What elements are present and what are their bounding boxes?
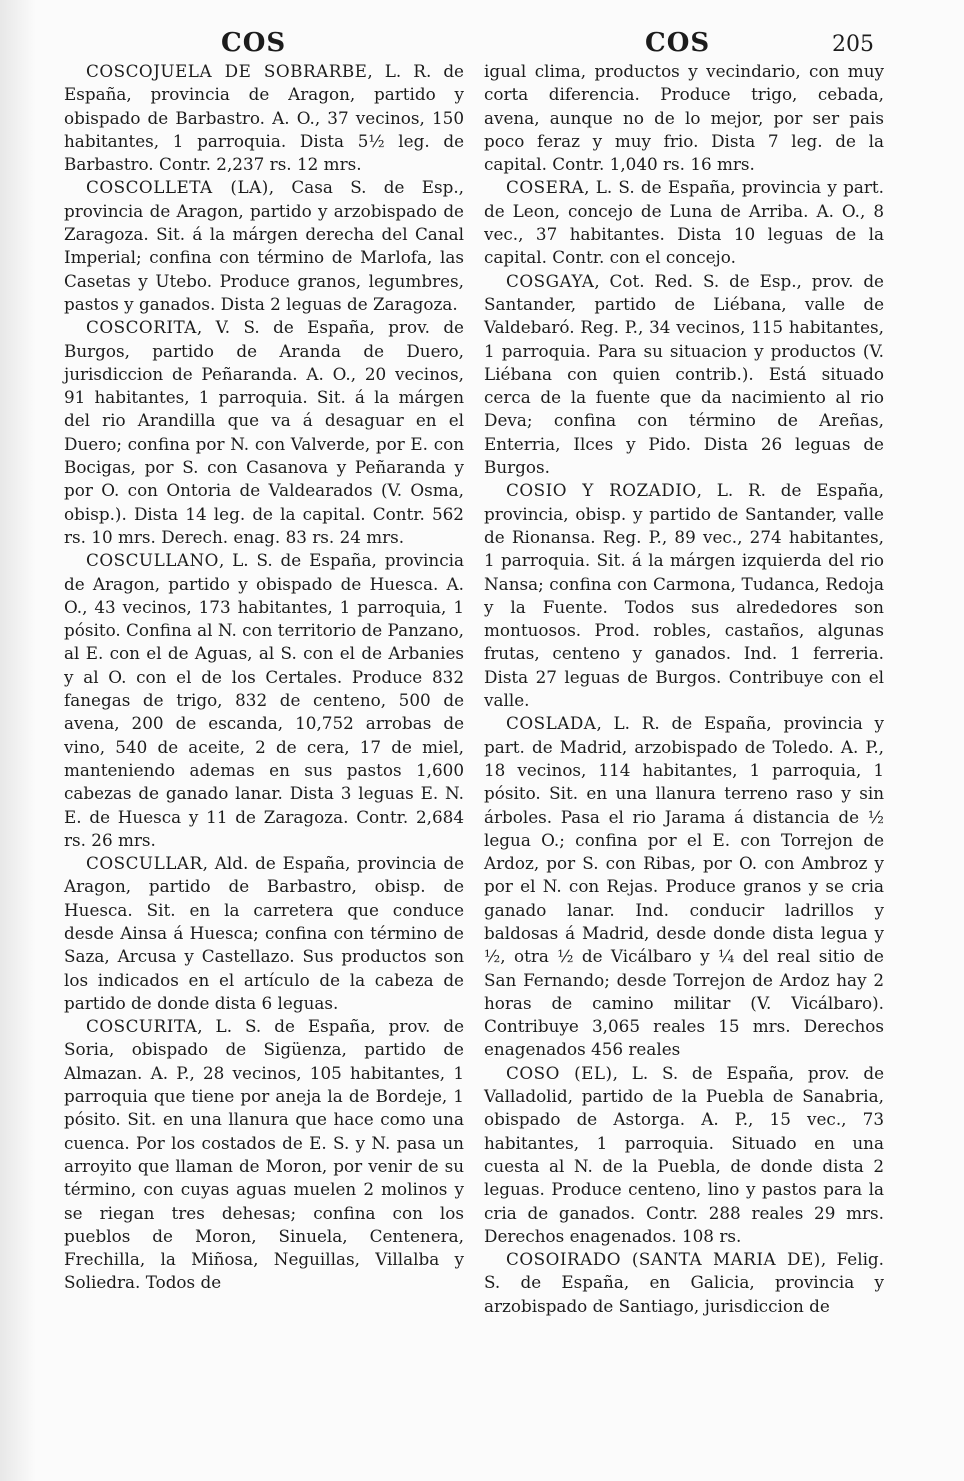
- entry-coslada: [484, 712, 884, 1061]
- entry-cosera: [484, 176, 884, 269]
- entry-text: , L. R. de España, provincia y part. de Madrid, arzobispado de Toledo. A. P., 18 vecinos, 114 habitantes, 1 parroquia, 1 pósito. Sit. en una llanura terreno raso y sin árboles. Pasa el rio Jarama á distancia de ½ legua O.; confina por el E. con Torrejon de Ardoz, por S. con Ribas, por O. con Ambroz y por el N. con Rejas. Produce granos y se cria ganado lanar. Ind. conducir ladrillos y baldosas á Madrid, desde donde dista legua y ½, otra ½ de Vicálbaro y ¼ del real sitio de San Fernando; desde Torrejon de Ardoz hay 2 horas de camino militar (V. Vicálbaro). Contribuye 3,065 reales 15 mrs. Derechos enagenados 456 reales: [484, 713, 884, 1060]
- entry-text: , V. S. de España, prov. de Burgos, partido de Aranda de Duero, jurisdiccion de Peñaranda. A. O., 20 vecinos, 91 habitantes, 1 parroquia. Sit. á la márgen del rio Arandilla que va á desaguar en el Duero; confina por N. con Valverde, por E. con Bocigas, por S. con Casanova y Peñaranda y por O. con Ontoria de Valdearados (V. Osma, obisp.). Dista 14 leg. de la capital. Contr. 562 rs. 10 mrs. Derech. enag. 83 rs. 24 mrs.: [64, 317, 464, 547]
- page-number: 205: [832, 32, 874, 57]
- page-fold-shadow: [0, 0, 36, 1481]
- entry-cosio-y-rozadio: [484, 479, 884, 712]
- left-running-head: COS: [221, 28, 287, 58]
- entry-coscojuela: [64, 60, 464, 176]
- left-column: [64, 60, 464, 1295]
- right-running-head: COS: [645, 28, 711, 58]
- headword: COSCORITA: [86, 317, 197, 338]
- headword: COSCOJUELA DE SOBRARBE: [86, 61, 368, 81]
- entry-text: , Cot. Red. S. de Esp., prov. de Santander, partido de Liébana, valle de Valdebaró. Reg. P., 34 vecinos, 115 habitantes, 1 parroquia. Para su situacion y productos (V. Liébana con quien contrib.). Está situado cerca de la fuente que da nacimiento al rio Deva; confina con término de Areñas, Enterria, Ilces y Pido. Dista 26 leguas de Burgos.: [484, 270, 884, 478]
- entry-coscorita: [64, 316, 464, 549]
- headword: COSERA: [506, 177, 585, 198]
- entry-cosgaya: [484, 270, 884, 480]
- entry-coscolleta: [64, 176, 464, 316]
- headword: COSGAYA: [506, 270, 595, 291]
- entry-coscullar: [64, 852, 464, 1015]
- headword: COSCOLLETA (LA): [86, 177, 269, 198]
- headword: COSIO Y ROZADIO: [506, 480, 697, 501]
- entry-text: , Ald. de España, provincia de Aragon, partido de Barbastro, obisp. de Huesca. Sit. en la carretera que conduce desde Ainsa á Huesca; confina con término de Saza, Arcusa y Castellazo. Sus productos son los indicados en el artículo de la cabeza de partido de donde dista 6 leguas.: [64, 853, 464, 1013]
- entry-continuation: [484, 60, 884, 176]
- entry-text: , L. S. de España, provincia de Aragon, partido y obispado de Huesca. A. O., 43 vecinos, 173 habitantes, 1 parroquia, 1 pósito. Confina al N. con territorio de Panzano, al E. con el de Aguas, al S. con el de Arbanies y al O. con el de los Certales. Produce 832 fanegas de trigo, 832 de centeno, 500 de avena, 200 de escanda, 10,752 arrobas de vino, 540 de aceite, 2 de cera, 17 de miel, manteniendo ademas en sus pastos 1,600 cabezas de ganado lanar. Dista 3 leguas E. N. E. de Huesca y 11 de Zaragoza. Contr. 2,684 rs. 26 mrs.: [64, 550, 464, 850]
- entry-text: , Casa S. de Esp., provincia de Aragon, partido y arzobispado de Zaragoza. Sit. á la márgen derecha del Canal Imperial; confina con término de Marlofa, las Casetas y Utebo. Produce granos, legumbres, pastos y ganados. Dista 2 leguas de Zaragoza.: [64, 177, 464, 314]
- entry-cosoirado: [484, 1248, 884, 1318]
- entry-coscurita: [64, 1015, 464, 1295]
- headword: COSOIRADO (SANTA MARIA DE): [506, 1249, 821, 1270]
- entry-text: , L. S. de España, prov. de Valladolid, partido de la Puebla de Sanabria, obispado de Astorga. A. P., 15 vec., 73 habitantes, 1 parroquia. Situado en una cuesta al N. de la Puebla, de donde dista 2 leguas. Produce centeno, lino y pastos para la cria de ganados. Contr. 288 reales 29 mrs. Derechos enagenados. 108 rs.: [484, 1062, 884, 1246]
- entry-cosculllano: [64, 549, 464, 852]
- headword: COSCULLAR: [86, 853, 203, 874]
- headword: COSCURITA: [86, 1016, 198, 1037]
- headword: COSCULLANO: [86, 550, 219, 571]
- headword: COSO (EL): [506, 1062, 613, 1083]
- entry-text: , L. S. de España, prov. de Soria, obispado de Sigüenza, partido de Almazan. A. P., 28 vecinos, 105 habitantes, 1 parroquia que tiene por aneja la de Bordeje, 1 pósito. Sit. en una llanura que hace como una cuenca. Por los costados de E. S. y N. pasa un arroyito que llaman de Moron, por venir de su término, con cuyas aguas muelen 2 molinos y se riegan tres dehesas; confina con los pueblos de Moron, Sinuela, Centenera, Frechilla, la Miñosa, Neguillas, Villalba y Soliedra. Todos de: [64, 1016, 464, 1293]
- headword: COSLADA: [506, 713, 597, 734]
- entry-text: , Felig. S. de España, en Galicia, provincia y arzobispado de Santiago, jurisdiccion de: [484, 1249, 885, 1316]
- entry-text: , L. S. de España, provincia y part. de Leon, concejo de Luna de Arriba. A. O., 8 vec., 37 habitantes. Dista 10 leguas de la capital. Contr. con el concejo.: [484, 177, 884, 268]
- entry-text: igual clima, productos y vecindario, con muy corta diferencia. Produce trigo, cebada, avena, aunque no de lo mejor, por ser pais poco feraz y muy frio. Dista 7 leg. de la capital. Contr. 1,040 rs. 16 mrs.: [484, 61, 884, 175]
- entry-coso: [484, 1062, 884, 1248]
- right-column: [484, 60, 884, 1318]
- entry-text: , L. R. de España, provincia de Aragon, partido y obispado de Barbastro. A. O., 37 vecinos, 150 habitantes, 1 parroquia. Dista 5½ leg. de Barbastro. Contr. 2,237 rs. 12 mrs.: [64, 61, 464, 175]
- entry-text: , L. R. de España, provincia, obisp. y partido de Santander, valle de Rionansa. Reg. P., 89 vec., 274 habitantes, 1 parroquia. Sit. á la márgen izquierda del rio Nansa; confina con Carmona, Tudanca, Redoja y la Fuente. Todos sus alrededores son montuosos. Prod. robles, castaños, algunas frutas, centeno y ganados. Ind. 1 ferreria. Dista 27 leguas de Burgos. Contribuye con el valle.: [484, 480, 884, 711]
